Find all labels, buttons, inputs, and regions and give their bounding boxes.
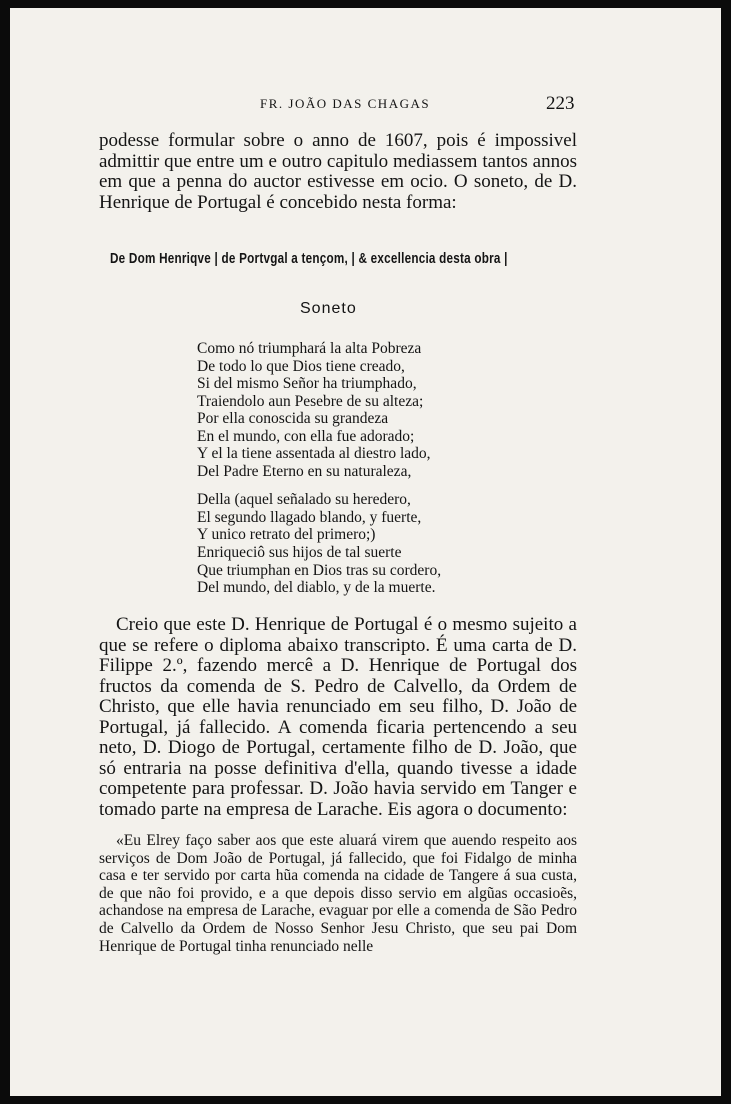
page-header bbox=[10, 93, 721, 116]
sonnet-stanza-2 bbox=[197, 410, 497, 480]
sonnet-stanza-3 bbox=[197, 491, 497, 544]
verse-line: El segundo llagado blando, y fuerte, bbox=[197, 508, 422, 526]
running-title: FR. JOÃO DAS CHAGAS bbox=[260, 96, 431, 111]
verse-line: Traiendolo aun Pesebre de su alteza; bbox=[197, 392, 424, 410]
verse-line: Y el la tiene assentada al diestro lado, bbox=[197, 445, 431, 463]
verse-line: Del mundo, del diablo, y de la muerte. bbox=[197, 579, 436, 597]
verse-line: Del Padre Eterno en su naturaleza, bbox=[197, 462, 412, 480]
verse-line: Della (aquel señalado su heredero, bbox=[197, 491, 411, 508]
verse-line: En el mundo, con ella fue adorado; bbox=[197, 427, 415, 445]
paragraph-commentary: Creio que este D. Henrique de Portugal é o mesmo sujeito a que se refere o diploma abaixo transcripto. É uma carta de D. Filippe 2.º, fazendo mercê a D. Henrique de Portugal dos fructos da comenda de S. Pedro de Calvello, da Ordem de Christo, que elle havia renunciado em seu filho, D. João de Portugal, já fallecido. A comenda ficaria pertencendo a seu neto, D. Diogo de Portugal, certamente filho de D. João, que só entraria na posse definitiva d'ella, quando tivesse a idade competente para professar. D. João havia servido em Tanger e tomado parte na empresa de Larache. Eis agora o documento: bbox=[99, 614, 577, 820]
paragraph-intro: podesse formular sobre o anno de 1607, pois é impossivel admittir que entre um e outro capitulo mediassem tantos annos em que a penna do auctor estivesse em ocio. O soneto, de D. Henrique de Portugal é concebido nesta forma: bbox=[99, 130, 577, 213]
sonnet-dedication: De Dom Henriqve | de Portvgal a tençom, | & excellencia desta obra | bbox=[110, 250, 508, 267]
sonnet-title: Soneto bbox=[300, 300, 357, 317]
verse-line: Enriqueciô sus hijos de tal suerte bbox=[197, 544, 402, 561]
page-number: 223 bbox=[546, 93, 575, 114]
book-page bbox=[10, 8, 721, 1096]
verse-line: De todo lo que Dios tiene creado, bbox=[197, 357, 405, 375]
sonnet-stanza-1 bbox=[197, 340, 497, 410]
document-quote: «Eu Elrey faço saber aos que este aluará virem que auendo respeito aos serviços de Dom João de Portugal, já fallecido, que foi Fidalgo de minha casa e ter servido por carta hũa comenda na cidade de Tangere á sua custa, de que não foi provido, e a que depois disso servio em algũas occasioẽs, achandose na empresa de Larache, evaguar por elle a comenda de São Pedro de Calvello da Ordem de Nosso Senhor Jesu Christo, que seu pai Dom Henrique de Portugal tinha renunciado nelle bbox=[99, 832, 577, 955]
sonnet-stanza-4 bbox=[197, 544, 497, 597]
verse-line: Por ella conoscida su grandeza bbox=[197, 410, 389, 427]
verse-line: Si del mismo Señor ha triumphado, bbox=[197, 375, 417, 393]
verse-line: Y unico retrato del primero;) bbox=[197, 526, 376, 544]
verse-line: Como nó triumphará la alta Pobreza bbox=[197, 340, 422, 357]
verse-line: Que triumphan en Dios tras su cordero, bbox=[197, 561, 442, 579]
